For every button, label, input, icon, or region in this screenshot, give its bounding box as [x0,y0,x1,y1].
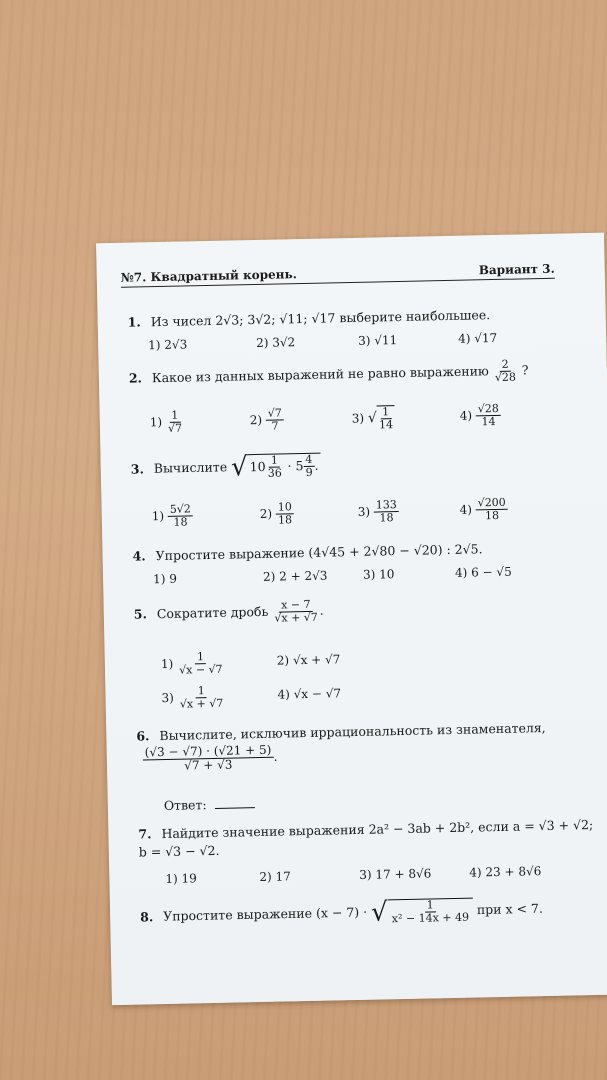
fraction-denominator: 7 [271,419,279,433]
option-label: 3) [351,411,365,426]
question-number: 4. [132,548,146,564]
q4-option-3: 3) 10 [362,567,395,582]
option-text: √x − √7 [293,686,342,702]
question-7 [138,817,593,842]
option-label: 3) [357,504,371,519]
q6-answer [164,796,255,813]
question-fraction [389,899,471,926]
option-fraction [166,410,185,436]
fraction-numerator: 1 [195,651,206,664]
fraction-numerator: 5√2 [168,503,193,517]
question-tail: ? [521,362,529,378]
fraction-denominator: √x + √7 [274,610,318,625]
question-number: 7. [138,826,152,842]
q1-option-4: 4) √17 [457,330,498,346]
question-text: Из чисел [150,312,212,330]
option-label: 2) [249,412,263,428]
worksheet-title: №7. Квадратный корень. [120,267,297,285]
question-1 [128,307,491,330]
fraction-numerator: 1 [425,899,436,912]
fraction-denominator: 18 [379,511,394,525]
fraction-numerator: 133 [374,499,399,513]
question-3 [131,453,321,483]
question-4 [132,541,482,563]
fraction-denominator: 18 [484,509,500,523]
option-fraction [177,651,225,677]
q3-option-2 [260,501,295,527]
sqrt-sign: √ [230,452,249,483]
q6-expression: $\frac{(√3 - √7) \cdot (√21 + 5)}{√7 + √3}$ . [144,742,278,773]
q7-option-2: 2) 17 [259,869,291,885]
question-fraction [143,744,274,774]
option-label: 1) [149,415,163,430]
q7-option-3: 3) 17 + 8√6 [359,866,432,882]
option-label: 3) [161,690,175,706]
q3-option-4 [459,497,508,523]
question-number: 2. [128,370,143,386]
question-number: 1. [127,314,141,330]
question-fraction [493,359,519,385]
question-text: Сократите дробь [156,603,269,622]
fraction-numerator: √28 [476,403,501,417]
q4-option-2: 2) 2 + 2√3 [262,568,328,584]
q2-option-3 [352,405,396,432]
q4-option-1: 1) 9 [152,571,178,587]
sqrt-sign: √ [367,410,378,427]
q7-option-1: 1) 19 [165,871,197,887]
question-number: 6. [136,728,150,744]
fraction-numerator: 1 [269,455,280,468]
question-text: Вычислите, исключив иррациональность из знаменателя, [159,720,546,744]
q3-option-3 [357,499,399,525]
fraction-numerator: 1 [169,410,180,423]
fraction-denominator: 18 [277,513,293,527]
option-fraction [276,501,295,527]
option-label: 1) [151,509,165,524]
fraction-numerator: 2 [500,359,511,372]
fraction-denominator: x² − 14x + 49 [391,910,470,926]
question-number: 3. [130,460,145,477]
fraction-denominator: 18 [173,515,188,529]
question-6 [136,720,546,744]
question-text: Упростите выражение [155,545,305,564]
q3-option-1 [152,503,194,529]
worksheet-header [121,258,555,288]
mixed-fraction [303,454,315,479]
q5-option-1 [161,651,225,678]
fraction-numerator: 4 [303,454,314,467]
fraction-denominator: 14 [481,415,496,429]
question-expression: 2√3; 3√2; √11; √17 [215,310,336,328]
option-fraction [377,405,396,432]
question-8 [140,896,543,931]
option-fraction [374,499,400,525]
q7-option-4: 4) 23 + 8√6 [469,864,542,880]
question-expression: (x − 7) · [315,904,368,921]
option-label: 1) [160,656,174,672]
radicand: 10 $\frac{1}{36}$ · 5 $\frac{4}{9}$ . [247,453,320,481]
fraction-numerator: √200 [476,497,508,511]
option-label: 2) [276,653,290,668]
fraction-denominator: √x − √7 [179,662,223,677]
fraction-denominator: √7 + √3 [184,757,233,773]
option-text: √x + √7 [292,652,341,668]
option-label: 2) [259,506,273,522]
option-label: 4) [459,408,473,423]
option-fraction [476,403,502,429]
question-expression: 2a² − 3ab + 2b², [368,819,475,837]
sqrt-sign: √ [370,897,388,928]
fraction-numerator: 1 [380,406,391,419]
question-text: Вычислите [153,459,228,476]
question-number: 8. [140,908,154,925]
question-condition: если a = √3 + √2; [478,817,594,835]
fraction-denominator: √28 [494,370,517,385]
fraction-denominator: √7 [167,421,183,435]
question-5: 5. Сократите дробь $\frac{x - 7}{√x + √7}$ . [133,597,324,625]
question-tail: при x < 7. [476,900,544,918]
option-fraction [476,497,509,523]
fraction-denominator: √x + √7 [179,696,224,711]
q5-option-4 [277,686,341,701]
mixed-fraction [265,454,284,480]
fraction-numerator: (√3 − √7) · (√21 + 5) [143,744,274,761]
q5-option-2 [277,652,341,667]
mixed-middle: · 5 [287,458,304,474]
option-label: 4) [459,502,473,517]
q2-option-2 [250,407,285,433]
question-number: 5. [133,606,148,622]
q1-option-1: 1) 2√3 [148,337,188,353]
option-fraction [177,685,225,711]
fraction-numerator: √7 [266,407,284,420]
answer-blank[interactable] [215,807,255,809]
fraction-denominator: 36 [267,466,282,480]
worksheet [96,233,607,1005]
question-text: Какое из данных выражений не равно выражению [151,363,489,386]
question-fraction [272,599,320,625]
mixed-whole: 10 [249,458,266,475]
fraction-denominator: 14 [378,418,394,432]
fraction-numerator: 10 [276,501,294,514]
question-7-cont [139,843,220,860]
question-expression: (4√45 + 2√80 − √20) : 2√5. [308,541,483,560]
fraction-numerator: 1 [196,685,207,698]
option-label: 4) [277,687,291,702]
fraction-denominator: 9 [305,465,313,480]
answer-label: Ответ: [163,797,207,814]
variant-label: Вариант 3. [478,261,555,278]
q1-option-3: 3) √11 [358,333,398,348]
q1-option-2: 2) 3√2 [256,335,296,350]
q4-option-4: 4) 6 − √5 [454,564,512,580]
option-fraction [266,407,285,433]
question-2 [129,358,529,392]
radicand [387,898,473,926]
fraction-numerator: x − 7 [279,599,313,613]
question-text-tail: выберите наибольшее. [339,307,491,326]
q2-option-1 [150,410,185,436]
q2-option-4 [459,403,501,429]
question-condition-2: b = √3 − √2. [138,842,220,860]
question-text: Упростите выражение [163,905,313,924]
q5-option-3 [161,685,225,712]
question-text: Найдите значение выражения [161,821,365,842]
option-fraction [168,503,194,529]
